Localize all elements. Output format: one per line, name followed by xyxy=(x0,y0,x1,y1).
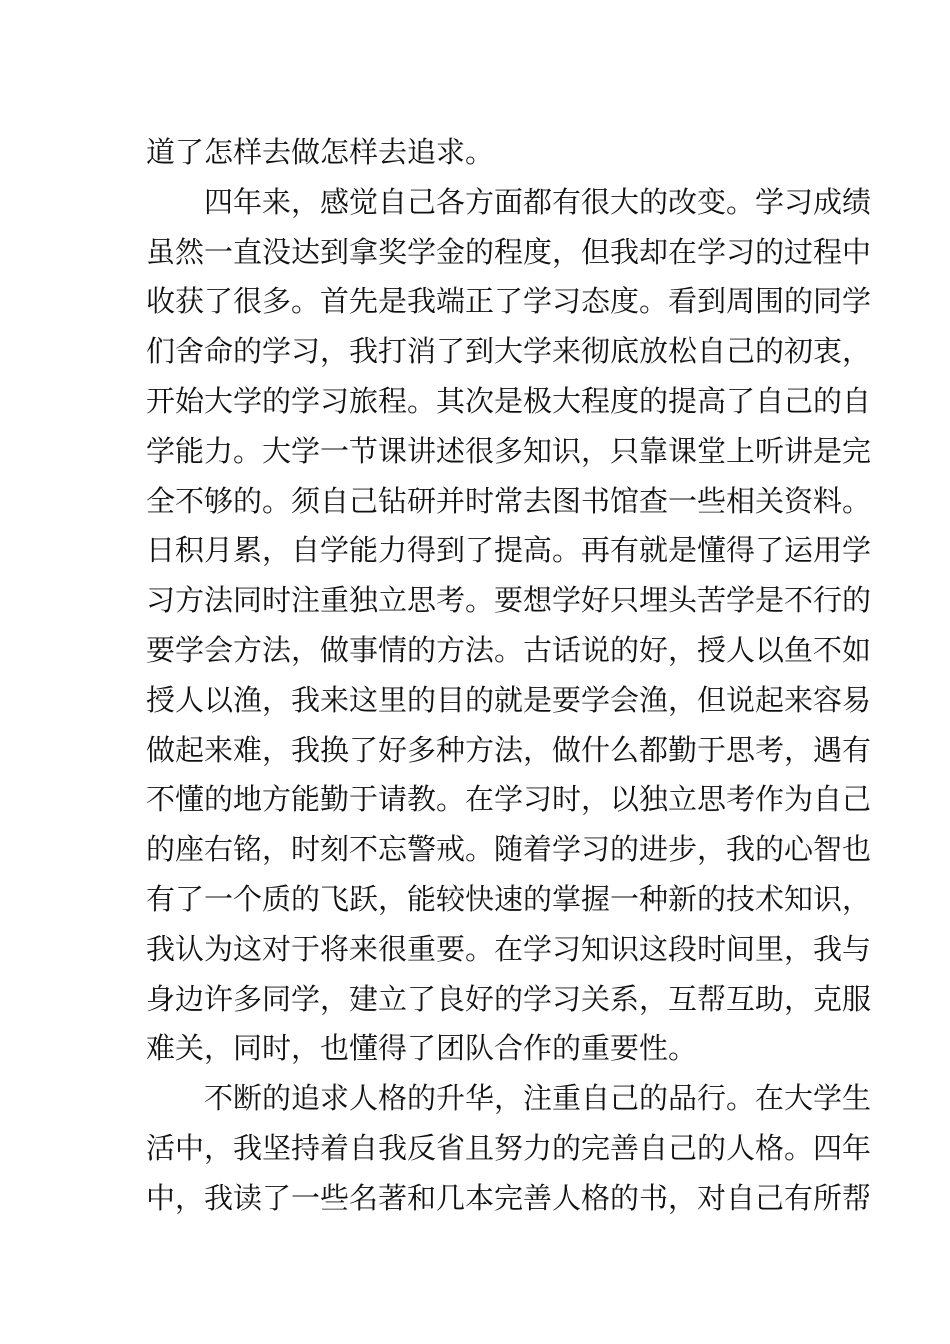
text-line: 日积月累，自学能力得到了提高。再有就是懂得了运用学 xyxy=(146,533,872,568)
text-line: 开始大学的学习旅程。其次是极大程度的提高了自己的自 xyxy=(146,383,872,418)
text-line: 我认为这对于将来很重要。在学习知识这段时间里，我与 xyxy=(146,931,872,966)
text-line: 四年来，感觉自己各方面都有很大的改变。学习成绩 xyxy=(204,184,872,219)
text-line: 不断的追求人格的升华，注重自己的品行。在大学生 xyxy=(204,1081,872,1116)
text-line: 学能力。大学一节课讲述很多知识，只靠课堂上听讲是完 xyxy=(146,433,872,468)
text-line: 收获了很多。首先是我端正了学习态度。看到周围的同学 xyxy=(146,284,872,319)
text-line: 有了一个质的飞跃，能较快速的掌握一种新的技术知识， xyxy=(146,881,872,916)
document-body xyxy=(146,128,872,1224)
text-line: 虽然一直没达到拿奖学金的程度，但我却在学习的过程中 xyxy=(146,234,872,269)
text-line: 做起来难，我换了好多种方法，做什么都勤于思考，遇有 xyxy=(146,732,872,767)
text-line: 活中，我坚持着自我反省且努力的完善自己的人格。四年 xyxy=(146,1130,872,1165)
text-line: 习方法同时注重独立思考。要想学好只埋头苦学是不行的 xyxy=(146,583,872,618)
text-line: 要学会方法，做事情的方法。古话说的好，授人以鱼不如 xyxy=(146,632,872,667)
text-line: 不懂的地方能勤于请教。在学习时，以独立思考作为自己 xyxy=(146,782,872,817)
text-line: 授人以渔，我来这里的目的就是要学会渔，但说起来容易 xyxy=(146,682,872,717)
text-line: 全不够的。须自己钻研并时常去图书馆查一些相关资料。 xyxy=(146,483,872,518)
text-line: 难关，同时，也懂得了团队合作的重要性。 xyxy=(146,1031,698,1066)
text-line: 的座右铭，时刻不忘警戒。随着学习的进步，我的心智也 xyxy=(146,832,872,867)
text-line: 们舍命的学习，我打消了到大学来彻底放松自己的初衷， xyxy=(146,334,872,369)
text-line: 中，我读了一些名著和几本完善人格的书，对自己有所帮 xyxy=(146,1180,872,1215)
text-line: 身边许多同学，建立了良好的学习关系，互帮互助，克服 xyxy=(146,981,872,1016)
text-line: 道了怎样去做怎样去追求。 xyxy=(146,135,495,169)
